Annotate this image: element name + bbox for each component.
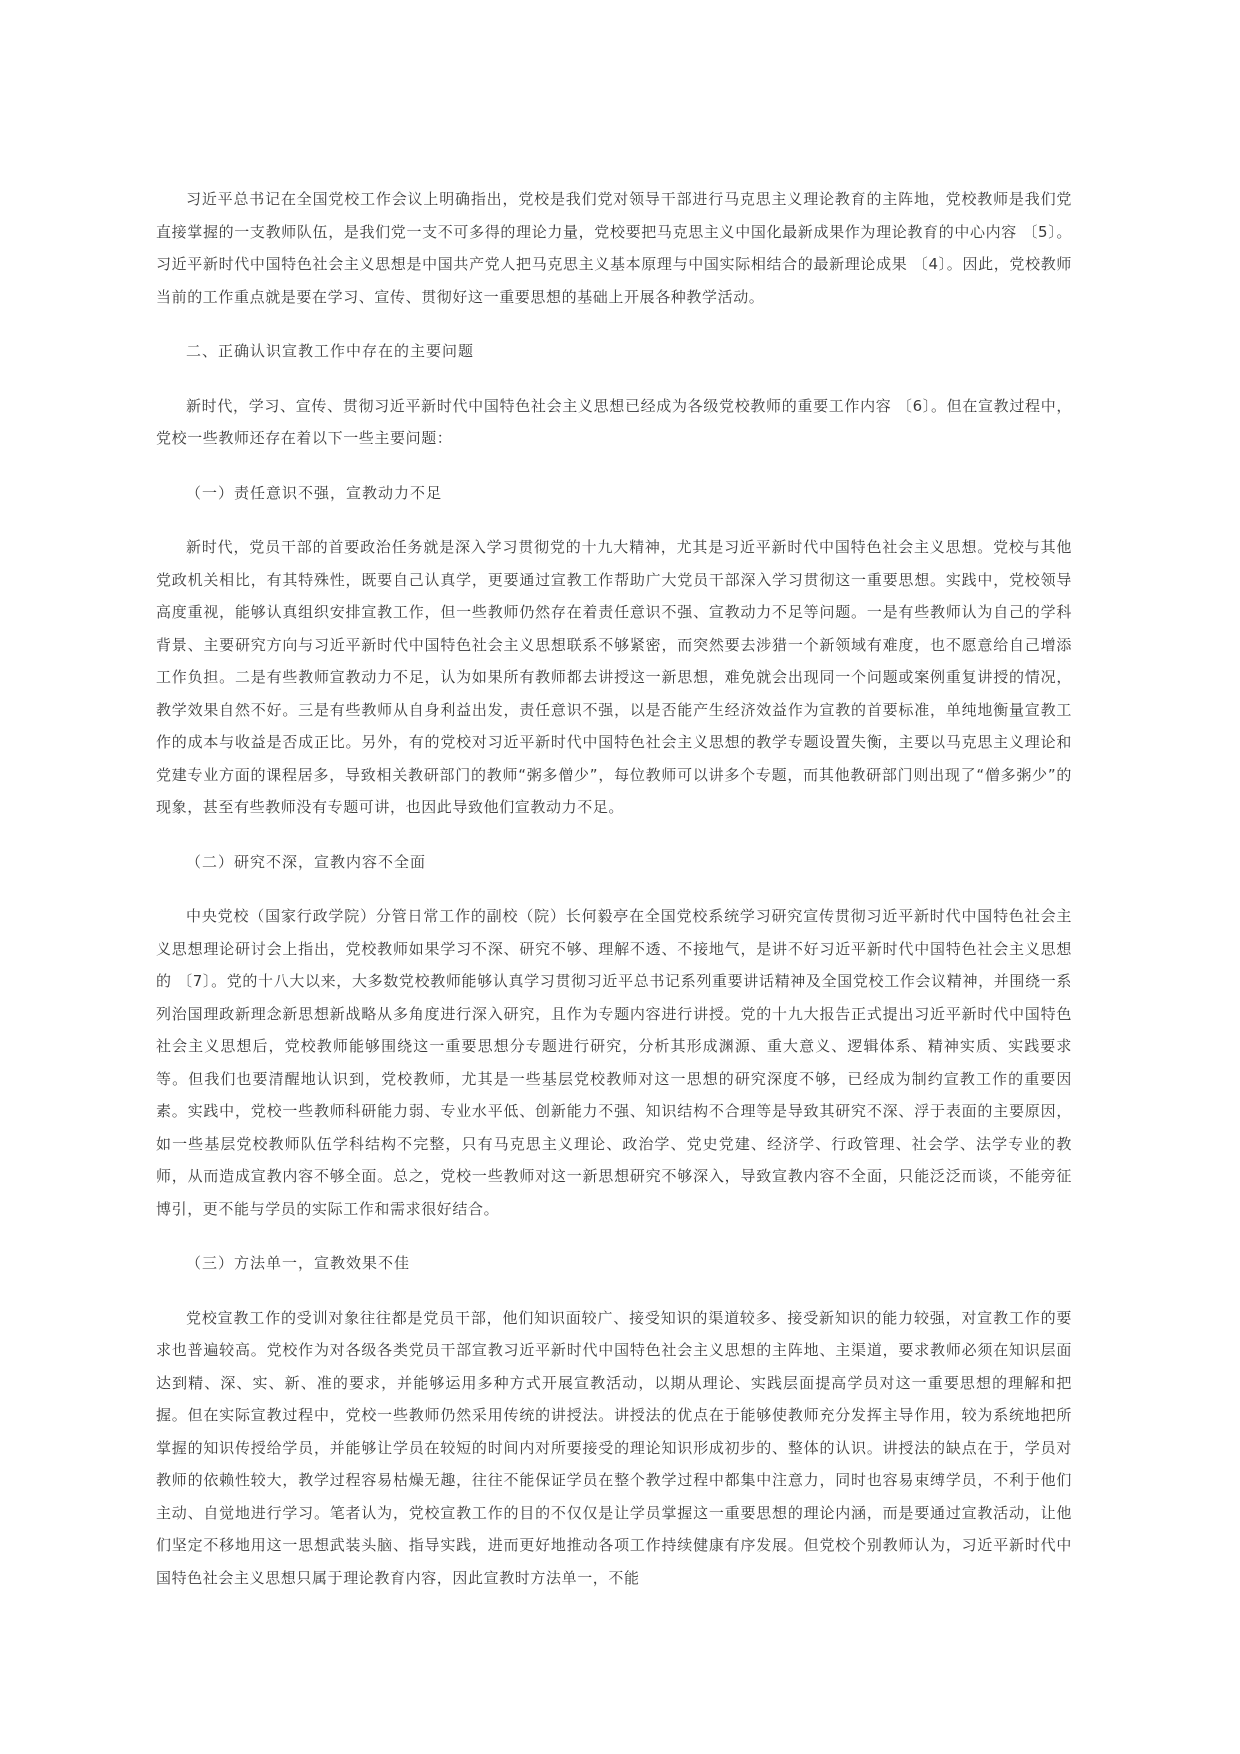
paragraph-research: 中央党校（国家行政学院）分管日常工作的副校（院）长何毅亭在全国党校系统学习研究宣传贯彻习近平新时代中国特色社会主义思想理论研讨会上指出，党校教师如果学习不深、研究不够、理解不透、不接地气，是讲不好习近平新时代中国特色社会主义思想的 〔7〕。党的十八大以来，大多数党校教师能够认真学习贯彻习近平总书记系列重要讲话精神及全国党校工作会议精神，并围绕一系列治国理政新理念新思想新战略从多角度进行深入研究，且作为专题内容进行讲授。党的十九大报告正式提出习近平新时代中国特色社会主义思想后，党校教师能够围绕这一重要思想分专题进行研究，分析其形成渊源、重大意义、逻辑体系、精神实质、实践要求等。但我们也要清醒地认识到，党校教师，尤其是一些基层党校教师对这一思想的研究深度不够，已经成为制约宣教工作的重要因素。实践中，党校一些教师科研能力弱、专业水平低、创新能力不强、知识结构不合理等是导致其研究不深、浮于表面的主要原因，如一些基层党校教师队伍学科结构不完整，只有马克思主义理论、政治学、党史党建、经济学、行政管理、社会学、法学专业的教师，从而造成宣教内容不够全面。总之，党校一些教师对这一新思想研究不够深入，导致宣教内容不全面，只能泛泛而谈，不能旁征博引，更不能与学员的实际工作和需求很好结合。 xyxy=(156,907,1072,1218)
subheading-methods: （三）方法单一，宣教效果不佳 xyxy=(186,1254,411,1272)
paragraph-responsibility: 新时代，党员干部的首要政治任务就是深入学习贯彻党的十九大精神，尤其是习近平新时代中国特色社会主义思想。党校与其他党政机关相比，有其特殊性，既要自己认真学，更要通过宣教工作帮助广大党员干部深入学习贯彻这一重要思想。实践中，党校领导高度重视，能够认真组织安排宣教工作，但一些教师仍然存在着责任意识不强、宣教动力不足等问题。一是有些教师认为自己的学科背景、主要研究方向与习近平新时代中国特色社会主义思想联系不够紧密，而突然要去涉猎一个新领域有难度，也不愿意给自己增添工作负担。二是有些教师宣教动力不足，认为如果所有教师都去讲授这一新思想，难免就会出现同一个问题或案例重复讲授的情况，教学效果自然不好。三是有些教师从自身利益出发，责任意识不强，以是否能产生经济效益作为宣教的首要标准，单纯地衡量宣教工作的成本与收益是否成正比。另外，有的党校对习近平新时代中国特色社会主义思想的教学专题设置失衡，主要以马克思主义理论和党建专业方面的课程居多，导致相关教研部门的教师“粥多僧少”，每位教师可以讲多个专题，而其他教研部门则出现了“僧多粥少”的现象，甚至有些教师没有专题可讲，也因此导致他们宣教动力不足。 xyxy=(156,538,1072,816)
subheading-research: （二）研究不深，宣教内容不全面 xyxy=(186,852,427,871)
paragraph-intro: 习近平总书记在全国党校工作会议上明确指出，党校是我们党对领导干部进行马克思主义理论教育的主阵地，党校教师是我们党直接掌握的一支教师队伍，是我们党一支不可多得的理论力量，党校要把马克思主义中国化最新成果作为理论教育的中心内容 〔5〕。习近平新时代中国特色社会主义思想是中国共产党人把马克思主义基本原理与中国实际相结合的最新理论成果 〔4〕。因此，党校教师当前的工作重点就是要在学习、宣传、贯彻好这一重要思想的基础上开展各种教学活动。 xyxy=(156,190,1072,306)
subheading-responsibility: （一）责任意识不强，宣教动力不足 xyxy=(186,483,443,502)
paragraph-problems-intro: 新时代，学习、宣传、贯彻习近平新时代中国特色社会主义思想已经成为各级党校教师的重要工作内容 〔6〕。但在宣教过程中，党校一些教师还存在着以下一些主要问题： xyxy=(156,396,1072,447)
document-page xyxy=(156,183,1072,1614)
section-heading: 二、正确认识宣教工作中存在的主要问题 xyxy=(186,342,475,360)
paragraph-methods: 党校宣教工作的受训对象往往都是党员干部，他们知识面较广、接受知识的渠道较多、接受新知识的能力较强，对宣教工作的要求也普遍较高。党校作为对各级各类党员干部宣教习近平新时代中国特色社会主义思想的主阵地、主渠道，要求教师必须在知识层面达到精、深、实、新、准的要求，并能够运用多种方式开展宣教活动，以期从理论、实践层面提高学员对这一重要思想的理解和把握。但在实际宣教过程中，党校一些教师仍然采用传统的讲授法。讲授法的优点在于能够使教师充分发挥主导作用，较为系统地把所掌握的知识传授给学员，并能够让学员在较短的时间内对所要接受的理论知识形成初步的、整体的认识。讲授法的缺点在于，学员对教师的依赖性较大，教学过程容易枯燥无趣，往往不能保证学员在整个教学过程中都集中注意力，同时也容易束缚学员，不利于他们主动、自觉地进行学习。笔者认为，党校宣教工作的目的不仅仅是让学员掌握这一重要思想的理论内涵，而是要通过宣教活动，让他们坚定不移地用这一思想武装头脑、指导实践，进而更好地推动各项工作持续健康有序发展。但党校个别教师认为，习近平新时代中国特色社会主义思想只属于理论教育内容，因此宣教时方法单一，不能 xyxy=(156,1308,1072,1587)
